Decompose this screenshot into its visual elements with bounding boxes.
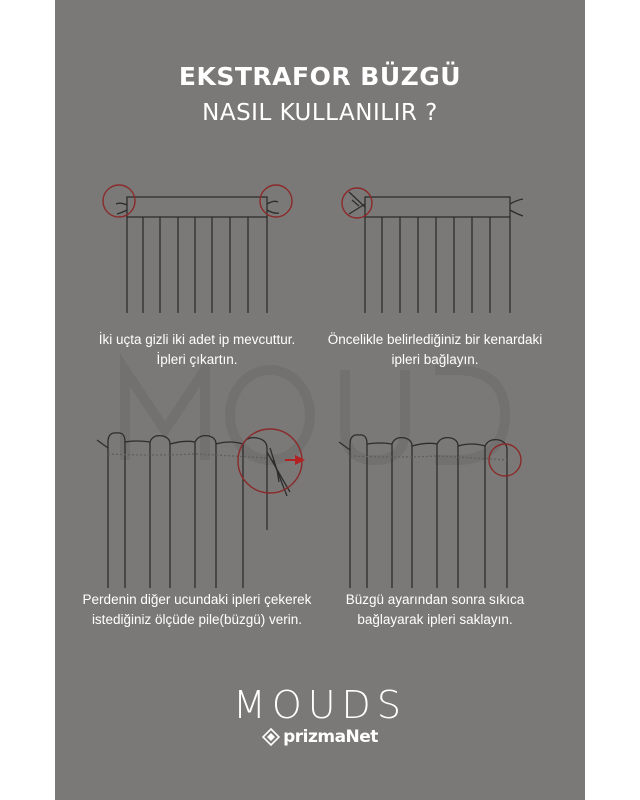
step-1-caption: [72, 330, 322, 370]
gathered-curtain-pull-icon: [95, 420, 310, 590]
gathered-curtain-tied-icon: [337, 420, 532, 590]
step-4-line-2: bağlayarak ipleri saklayın.: [357, 612, 513, 627]
prizmanet-diamond-icon: [262, 728, 280, 746]
step-3-line-1: Perdenin diğer ucundaki ipleri çekerek: [82, 592, 312, 607]
instruction-card: [55, 0, 585, 800]
brand-block: [55, 685, 585, 751]
curtain-tape-threads-icon: [100, 180, 295, 315]
brand-sub-text: prizmaNet: [283, 727, 378, 747]
brand-logo: MOUDS: [233, 683, 407, 727]
step-1-line-2: İpleri çıkartın.: [156, 352, 238, 367]
step-2-caption: [310, 330, 560, 370]
step-2-line-1: Öncelikle belirlediğiniz bir kenardaki: [327, 332, 543, 347]
step-4-line-1: Büzgü ayarından sonra sıkıca: [345, 592, 525, 607]
step-1-line-1: İki uçta gizli iki adet ip mevcuttur.: [98, 332, 296, 347]
step-3-caption: [72, 590, 322, 630]
page-subtitle: NASIL KULLANILIR ?: [202, 100, 438, 126]
step-3-line-2: istediğiniz ölçüde pile(büzgü) verin.: [91, 612, 303, 627]
curtain-tape-tied-icon: [337, 180, 532, 315]
page-title: EKSTRAFOR BÜZGÜ: [178, 62, 462, 91]
step-4-caption: [310, 590, 560, 630]
step-2-line-2: ipleri bağlayın.: [391, 352, 479, 367]
brand-sub: [262, 727, 378, 747]
